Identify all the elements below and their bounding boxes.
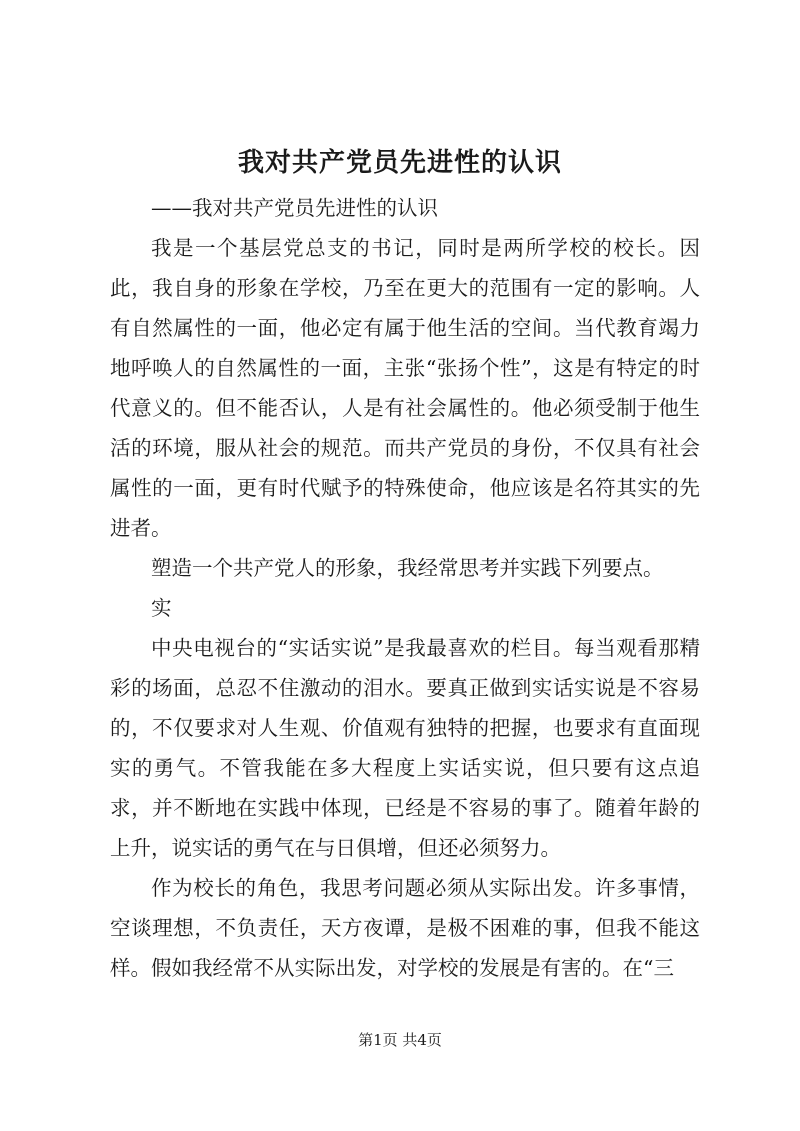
paragraph: 塑造一个共产党人的形象，我经常思考并实践下列要点。: [151, 556, 664, 580]
document-body: [110, 188, 700, 988]
paragraph: 中央电视台的“实话实说”是我最喜欢的栏目。每当观看那精彩的场面，总忍不住激动的泪水。要真正做到实话实说是不容易的，不仅要求对人生观、价值观有独特的把握，也要求有直面现实的勇气。不管我能在多大程度上实话实说，但只要有这点追求，并不断地在实践中体现，已经是不容易的事了。随着年龄的上升，说实话的勇气在与日俱增，但还必须努力。: [110, 636, 700, 860]
section-heading: 实: [151, 596, 172, 620]
paragraph: 我是一个基层党总支的书记，同时是两所学校的校长。因此，我自身的形象在学校，乃至在更大的范围有一定的影响。人有自然属性的一面，他必定有属于他生活的空间。当代教育竭力地呼唤人的自然属性的一面，主张“张扬个性”，这是有特定的时代意义的。但不能否认，人是有社会属性的。他必须受制于他生活的环境，服从社会的规范。而共产党员的身份，不仅具有社会属性的一面，更有时代赋予的特殊使命，他应该是名符其实的先进者。: [110, 236, 700, 540]
subtitle: ——我对共产党员先进性的认识: [151, 196, 438, 220]
document-title: 我对共产党员先进性的认识: [237, 148, 562, 178]
page-footer: 第1页 共4页: [358, 1031, 442, 1049]
paragraph: 作为校长的角色，我思考问题必须从实际出发。许多事情，空谈理想，不负责任，天方夜谭，是极不困难的事，但我不能这样。假如我经常不从实际出发，对学校的发展是有害的。在“三: [110, 876, 700, 980]
